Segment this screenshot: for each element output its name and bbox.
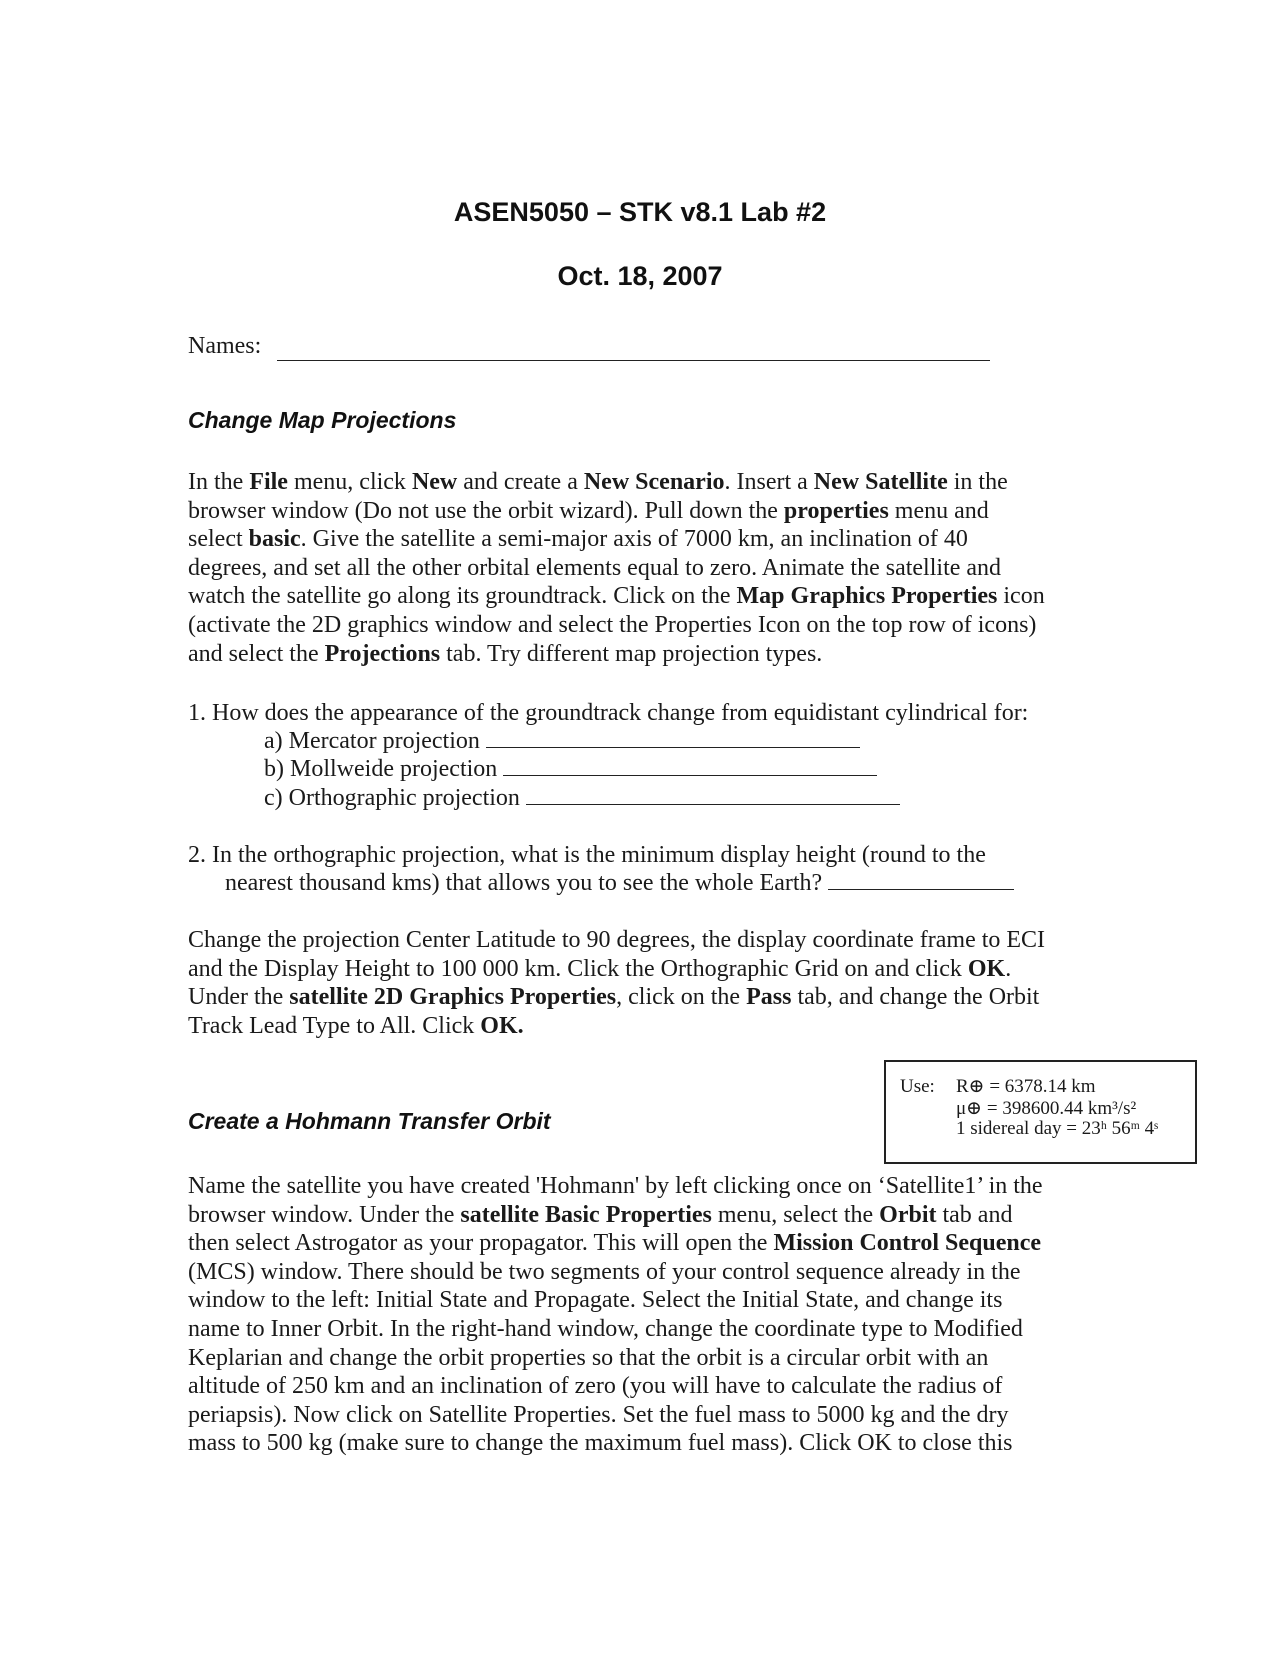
paragraph-line: periapsis). Now click on Satellite Properties. Set the fuel mass to 5000 kg and the dry xyxy=(188,1401,1009,1428)
question-1b: b) Mollweide projection xyxy=(264,756,877,783)
paragraph-line: watch the satellite go along its groundtrack. Click on the Map Graphics Properties icon xyxy=(188,583,1045,610)
intro-paragraph xyxy=(188,468,1045,668)
question-2-line2: nearest thousand kms) that allows you to see the whole Earth? xyxy=(225,870,1014,897)
earth-mu: μ⊕ = 398600.44 km³/s² xyxy=(956,1098,1137,1119)
names-label: Names: xyxy=(188,333,262,359)
paragraph-line: Change the projection Center Latitude to 90 degrees, the display coordinate frame to ECI xyxy=(188,927,1046,953)
constants-label: Use: xyxy=(900,1076,935,1097)
paragraph-line: select basic. Give the satellite a semi-major axis of 7000 km, an inclination of 40 xyxy=(188,526,968,553)
paragraph-line: degrees, and set all the other orbital elements equal to zero. Animate the satellite and xyxy=(188,554,1002,581)
earth-radius: R⊕ = 6378.14 km xyxy=(956,1076,1096,1097)
paragraph-line: mass to 500 kg (make sure to change the maximum fuel mass). Click OK to close this xyxy=(188,1430,1013,1457)
sidereal-day: 1 sidereal day = 23ʰ 56ᵐ 4ˢ xyxy=(956,1118,1159,1139)
paragraph-line: Keplarian and change the orbit properties so that the orbit is a circular orbit with an xyxy=(188,1344,989,1371)
paragraph-line: browser window. Under the satellite Basic Properties menu, select the Orbit tab and xyxy=(188,1201,1013,1228)
paragraph-line: window to the left: Initial State and Propagate. Select the Initial State, and change its xyxy=(188,1287,1003,1314)
question-1a: a) Mercator projection xyxy=(264,728,860,755)
answer-blank-2 xyxy=(828,888,1014,890)
paragraph-line: name to Inner Orbit. In the right-hand window, change the coordinate type to Modified xyxy=(188,1315,1023,1342)
paragraph-line: (MCS) window. There should be two segments of your control sequence already in the xyxy=(188,1258,1021,1285)
constants-box xyxy=(884,1060,1197,1164)
hohmann-paragraph xyxy=(188,1172,1043,1458)
names-blank xyxy=(277,360,990,361)
change-paragraph xyxy=(188,926,1045,1040)
section-heading-map-projections: Change Map Projections xyxy=(188,407,457,433)
paragraph-line: altitude of 250 km and an inclination of zero (you will have to calculate the radius of xyxy=(188,1373,1003,1400)
question-1c: c) Orthographic projection xyxy=(264,785,900,812)
question-1: 1. How does the appearance of the groundtrack change from equidistant cylindrical for: xyxy=(188,700,1029,726)
document-title: ASEN5050 – STK v8.1 Lab #2 xyxy=(453,197,827,227)
paragraph-line: then select Astrogator as your propagator. This will open the Mission Control Sequence xyxy=(188,1230,1042,1257)
section-heading-hohmann: Create a Hohmann Transfer Orbit xyxy=(188,1108,551,1134)
paragraph-line: Name the satellite you have created 'Hohmann' by left clicking once on ‘Satellite1’ in the xyxy=(188,1173,1043,1199)
paragraph-line: Under the satellite 2D Graphics Properties, click on the Pass tab, and change the Orbit xyxy=(188,984,1040,1011)
paragraph-line: and select the Projections tab. Try different map projection types. xyxy=(188,640,823,667)
paragraph-line: and the Display Height to 100 000 km. Click the Orthographic Grid on and click OK. xyxy=(188,955,1012,982)
question-2-line1: 2. In the orthographic projection, what is the minimum display height (round to the xyxy=(188,842,986,868)
paragraph-line: In the File menu, click New and create a New Scenario. Insert a New Satellite in the xyxy=(188,469,1008,495)
answer-blank-1c xyxy=(526,803,900,805)
paragraph-line: (activate the 2D graphics window and select the Properties Icon on the top row of icons) xyxy=(188,611,1037,638)
document-date: Oct. 18, 2007 xyxy=(557,261,723,291)
answer-blank-1b xyxy=(503,774,877,776)
paragraph-line: browser window (Do not use the orbit wizard). Pull down the properties menu and xyxy=(188,497,989,524)
answer-blank-1a xyxy=(486,746,860,748)
paragraph-line: Track Lead Type to All. Click OK. xyxy=(188,1012,524,1039)
